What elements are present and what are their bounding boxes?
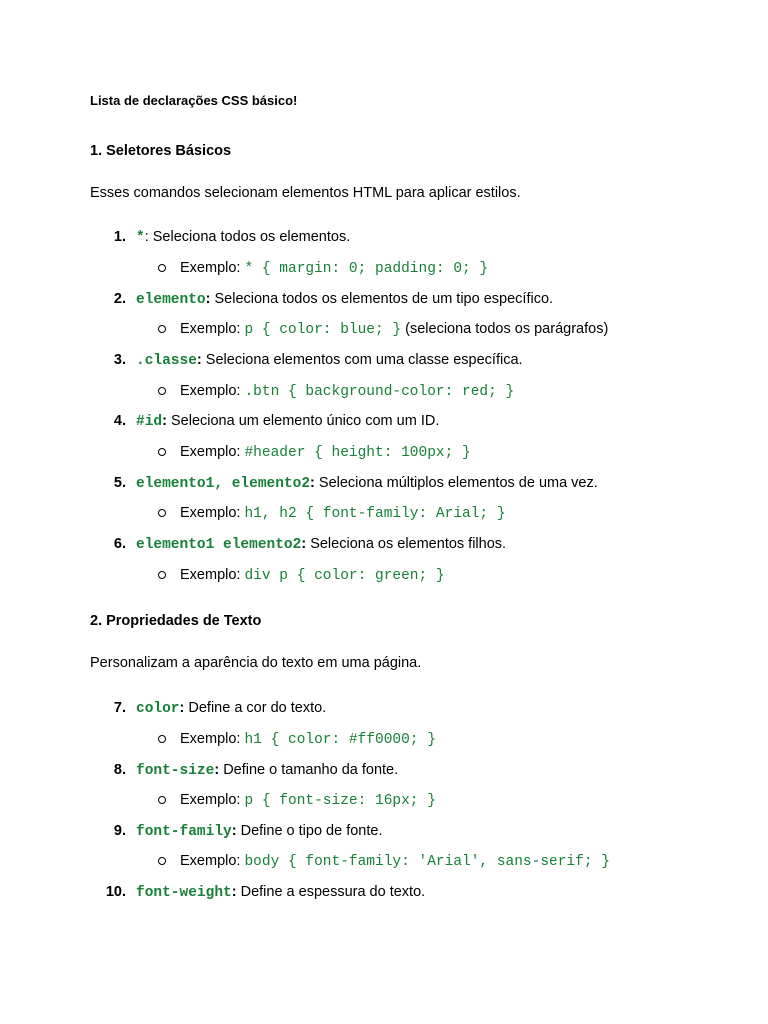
item-colon: : [231, 823, 237, 839]
example-code: body { font-family: 'Arial', sans-serif; } [244, 854, 610, 870]
example-label: Exemplo: [180, 321, 245, 337]
hollow-bullet-icon [158, 857, 166, 865]
hollow-bullet-icon [158, 325, 166, 333]
item-number: 7. [113, 700, 126, 716]
example-code: h1 { color: #ff0000; } [244, 732, 436, 748]
item-number: 8. [113, 762, 126, 778]
item-number: 2. [113, 291, 126, 307]
item-description: Define o tipo de fonte. [236, 823, 383, 839]
item-number: 5. [113, 475, 126, 491]
item-number: 1. [113, 229, 126, 245]
code-term: elemento [136, 292, 206, 308]
item-colon: : [144, 229, 149, 245]
example-label: Exemplo: [180, 567, 245, 583]
item-description: Seleciona um elemento único com um ID. [166, 413, 440, 429]
example-label: Exemplo: [180, 260, 245, 276]
item-number: 6. [113, 536, 126, 552]
code-term: font-family [136, 824, 232, 840]
example-label: Exemplo: [180, 444, 245, 460]
example-label: Exemplo: [180, 505, 245, 521]
code-term: color [136, 701, 180, 717]
section-heading: 2. Propriedades de Texto [90, 613, 262, 629]
item-description: Seleciona todos os elementos. [148, 229, 351, 245]
item-colon: : [162, 413, 167, 429]
section-intro: Esses comandos selecionam elementos HTML para aplicar estilos. [90, 185, 521, 201]
example-note: (seleciona todos os parágrafos) [401, 321, 609, 337]
code-term: elemento1 elemento2 [136, 537, 302, 553]
item-number: 4. [113, 413, 126, 429]
item-description: Define a espessura do texto. [236, 884, 426, 900]
section-heading: 1. Seletores Básicos [90, 143, 232, 159]
item-description: Seleciona os elementos filhos. [306, 536, 507, 552]
item-colon: : [205, 291, 211, 307]
item-colon: : [310, 475, 315, 491]
example-label: Exemplo: [180, 792, 245, 808]
item-description: Define a cor do texto. [184, 700, 327, 716]
code-term: font-weight [136, 885, 232, 901]
item-colon: : [301, 536, 307, 552]
example-label: Exemplo: [180, 731, 245, 747]
hollow-bullet-icon [158, 509, 166, 517]
hollow-bullet-icon [158, 264, 166, 272]
item-description: Seleciona elementos com uma classe específica. [201, 352, 523, 368]
example-label: Exemplo: [180, 853, 245, 869]
item-colon: : [179, 700, 185, 716]
example-code: div p { color: green; } [244, 568, 445, 584]
hollow-bullet-icon [158, 448, 166, 456]
example-code: .btn { background-color: red; } [244, 384, 515, 400]
item-description: Define o tamanho da fonte. [219, 762, 399, 778]
item-number: 10. [105, 884, 126, 900]
example-code: p { color: blue; } [244, 322, 402, 338]
section-intro: Personalizam a aparência do texto em uma página. [90, 655, 422, 671]
code-term: * [136, 230, 145, 246]
example-code: * { margin: 0; padding: 0; } [244, 261, 489, 277]
hollow-bullet-icon [158, 387, 166, 395]
hollow-bullet-icon [158, 571, 166, 579]
item-description: Seleciona múltiplos elementos de uma vez. [314, 475, 598, 491]
item-colon: : [196, 352, 202, 368]
hollow-bullet-icon [158, 735, 166, 743]
item-number: 3. [113, 352, 126, 368]
code-term: .classe [136, 353, 197, 369]
item-number: 9. [113, 823, 126, 839]
code-term: #id [136, 414, 163, 430]
item-colon: : [231, 884, 237, 900]
example-label: Exemplo: [180, 383, 245, 399]
code-term: font-size [136, 763, 215, 779]
example-code: #header { height: 100px; } [244, 445, 471, 461]
hollow-bullet-icon [158, 796, 166, 804]
item-colon: : [214, 762, 220, 778]
document-title: Lista de declarações CSS básico! [90, 93, 298, 108]
item-description: Seleciona todos os elementos de um tipo específico. [210, 291, 554, 307]
example-code: h1, h2 { font-family: Arial; } [244, 506, 506, 522]
code-term: elemento1, elemento2 [136, 476, 311, 492]
example-code: p { font-size: 16px; } [244, 793, 436, 809]
